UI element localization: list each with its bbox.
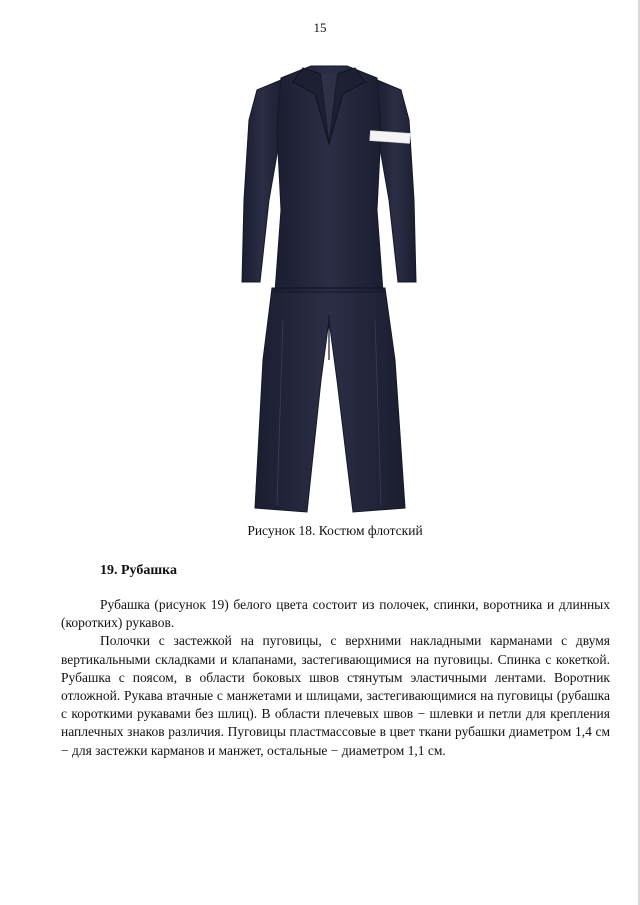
uniform-suit-photo-icon <box>225 60 435 515</box>
uniform-suit-figure <box>225 60 435 515</box>
page-number: 15 <box>313 20 327 35</box>
right-sleeve-shape <box>375 80 416 282</box>
section-heading: 19. Рубашка <box>100 563 178 578</box>
figure-caption: Рисунок 18. Костюм флотский <box>247 523 423 538</box>
paragraph: Рубашка (рисунок 19) белого цвета состоит из полочек, спинки, воротника и длинных (коротких) рукавов. <box>61 597 610 631</box>
left-sleeve-shape <box>242 80 283 282</box>
section-body <box>61 596 610 760</box>
paragraph: Полочки с застежкой на пуговицы, с верхними накладными карманами с двумя вертикальными складками и клапанами, застегивающимися на пуговицы. Спинка с кокеткой. Рубашка с поясом, в области боковых швов стянутым эластичными лентами. Воротник отложной. Рукава втачные с манжетами и шлицами, застегивающимися на пуговицы (рубашка с короткими рукавами без шлиц). В области плечевых швов − шлевки и петли для крепления наплечных знаков различия. Пуговицы пластмассовые в цвет ткани рубашки диаметром 1,4 см − для застежки карманов и манжет, остальные − диаметром 1,1 см. <box>61 633 610 758</box>
